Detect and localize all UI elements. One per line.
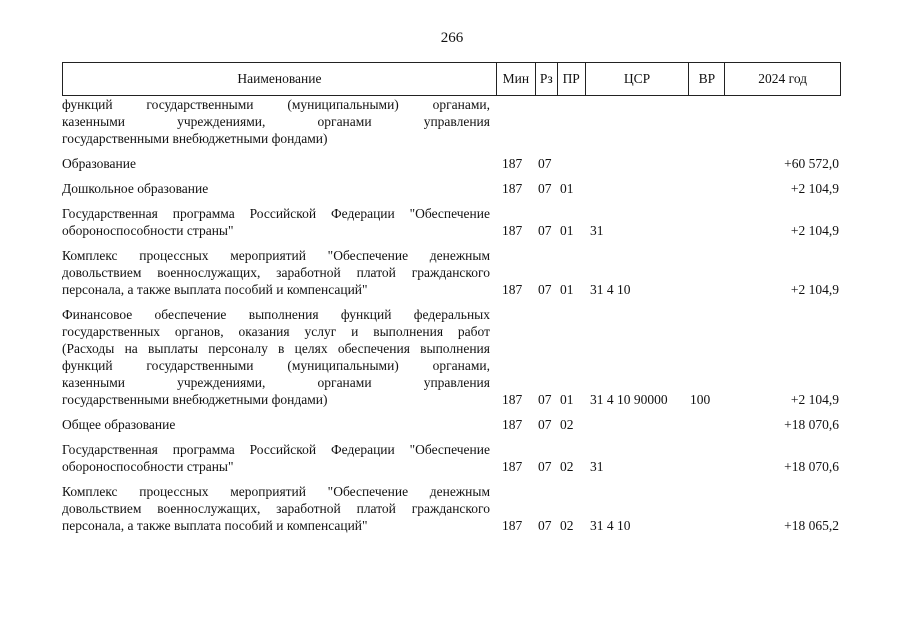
row-name-line: Государственная программа Российской Федерации "Обеспечение — [62, 442, 490, 457]
header-amount: 2024 год — [724, 63, 840, 95]
row-name-line: Государственная программа Российской Федерации "Обеспечение — [62, 206, 490, 221]
row-min: 187 — [502, 181, 523, 196]
row-min: 187 — [502, 282, 523, 297]
row-rz: 07 — [538, 223, 552, 238]
row-vr: 100 — [690, 392, 711, 407]
row-amount: +18 070,6 — [784, 459, 839, 474]
table-row — [62, 96, 841, 147]
row-amount: +2 104,9 — [790, 181, 839, 196]
row-pr: 02 — [560, 417, 574, 432]
row-name-line: довольствием военнослужащих, заработной платой гражданского — [62, 501, 490, 516]
row-rz: 07 — [538, 459, 552, 474]
row-pr: 01 — [560, 181, 574, 196]
row-name — [62, 205, 492, 239]
row-name-line: Финансовое обеспечение выполнения функций федеральных — [62, 307, 490, 322]
row-amount: +2 104,9 — [790, 282, 839, 297]
row-amount: +60 572,0 — [784, 156, 839, 171]
row-name-line: Общее образование — [62, 417, 176, 432]
table-row — [62, 306, 841, 408]
row-rz: 07 — [538, 392, 552, 407]
row-min: 187 — [502, 223, 523, 238]
table-header — [62, 62, 841, 96]
budget-table — [62, 62, 841, 534]
header-vr: ВР — [688, 63, 724, 95]
row-rz: 07 — [538, 282, 552, 297]
table-row — [62, 247, 841, 298]
row-name — [62, 180, 492, 197]
row-name — [62, 247, 492, 298]
row-rz: 07 — [538, 518, 552, 533]
table-row — [62, 441, 841, 475]
table-row — [62, 205, 841, 239]
row-name — [62, 441, 492, 475]
row-min: 187 — [502, 392, 523, 407]
row-csr: 31 — [590, 459, 604, 474]
row-pr: 01 — [560, 392, 574, 407]
row-name — [62, 96, 492, 147]
row-name-line: функций государственными (муниципальными) органами, — [62, 358, 490, 373]
row-name-line: функций государственными (муниципальными) органами, — [62, 97, 490, 112]
row-name-line: Комплекс процессных мероприятий "Обеспечение денежным — [62, 484, 490, 499]
row-name-line: довольствием военнослужащих, заработной платой гражданского — [62, 265, 490, 280]
table-row — [62, 416, 841, 433]
row-pr: 01 — [560, 282, 574, 297]
header-min: Мин — [496, 63, 535, 95]
row-csr: 31 — [590, 223, 604, 238]
row-name-line: Образование — [62, 156, 136, 171]
row-name-line: Комплекс процессных мероприятий "Обеспечение денежным — [62, 248, 490, 263]
row-name — [62, 155, 492, 172]
table-row — [62, 155, 841, 172]
row-name-line: персонала, а также выплата пособий и компенсаций" — [62, 518, 368, 533]
row-name — [62, 483, 492, 534]
row-name-line: государственных органов, оказания услуг и выполнения работ — [62, 324, 490, 339]
row-pr: 01 — [560, 223, 574, 238]
row-name-line: Дошкольное образование — [62, 181, 209, 196]
row-name-line: персонала, а также выплата пособий и компенсаций" — [62, 282, 368, 297]
row-pr: 02 — [560, 518, 574, 533]
row-csr: 31 4 10 — [590, 518, 631, 533]
row-name-line: обороноспособности страны" — [62, 223, 234, 238]
table-body — [62, 96, 841, 534]
row-min: 187 — [502, 417, 523, 432]
row-name-line: казенными учреждениями, органами управления — [62, 375, 490, 390]
row-amount: +2 104,9 — [790, 223, 839, 238]
row-name-line: казенными учреждениями, органами управления — [62, 114, 490, 129]
row-name — [62, 306, 492, 408]
header-pr: ПР — [557, 63, 585, 95]
row-name-line: государственными внебюджетными фондами) — [62, 131, 328, 146]
row-pr: 02 — [560, 459, 574, 474]
header-rz: Рз — [535, 63, 557, 95]
row-min: 187 — [502, 156, 523, 171]
row-min: 187 — [502, 459, 523, 474]
row-rz: 07 — [538, 417, 552, 432]
row-rz: 07 — [538, 156, 552, 171]
row-amount: +18 065,2 — [784, 518, 839, 533]
row-rz: 07 — [538, 181, 552, 196]
row-amount: +18 070,6 — [784, 417, 839, 432]
row-name-line: (Расходы на выплаты персоналу в целях обеспечения выполнения — [62, 341, 490, 356]
header-name: Наименование — [237, 71, 322, 86]
table-row — [62, 483, 841, 534]
row-name-line: государственными внебюджетными фондами) — [62, 392, 328, 407]
page-number: 266 — [440, 30, 464, 46]
row-csr: 31 4 10 90000 — [590, 392, 668, 407]
row-csr: 31 4 10 — [590, 282, 631, 297]
row-amount: +2 104,9 — [790, 392, 839, 407]
table-row — [62, 180, 841, 197]
header-csr: ЦСР — [585, 63, 689, 95]
row-name — [62, 416, 492, 433]
row-min: 187 — [502, 518, 523, 533]
row-name-line: обороноспособности страны" — [62, 459, 234, 474]
